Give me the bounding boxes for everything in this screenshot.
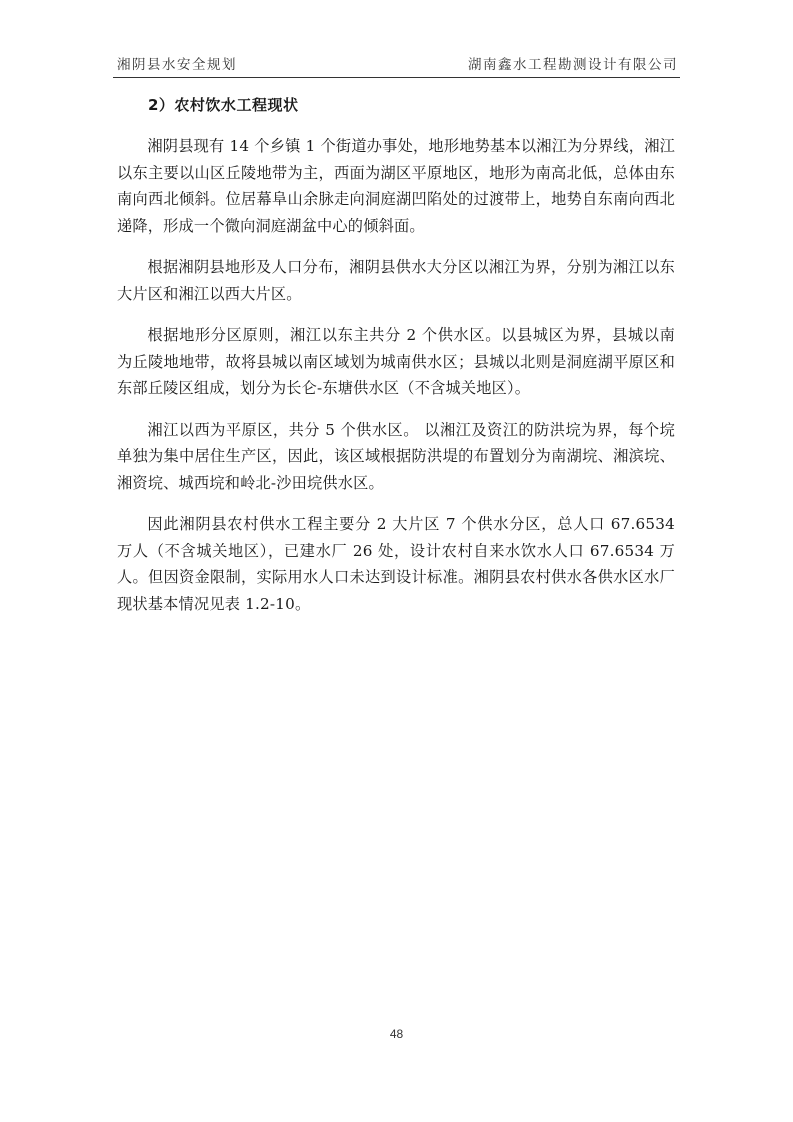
paragraph-summary: 因此湘阴县农村供水工程主要分 2 大片区 7 个供水分区，总人口 67.6534 万人（不含城关地区），已建水厂 26 处，设计农村自来水饮水人口 67.6534 万人。但因资金限制，实际用水人口未达到设计标准。湘阴县农村供水各供水区水厂现状基本情况见表 1.2-10。	[117, 515, 675, 613]
page-header	[113, 53, 680, 78]
header-document-title: 湘阴县水安全规划	[117, 57, 237, 73]
header-company-name: 湖南鑫水工程勘测设计有限公司	[468, 57, 678, 73]
page-number: 48	[389, 1027, 404, 1041]
body-text	[117, 133, 675, 632]
section-title: 2）农村饮水工程现状	[148, 96, 299, 114]
paragraph-supply-zones: 根据湘阴县地形及人口分布，湘阴县供水大分区以湘江为界，分别为湘江以东大片区和湘江以西大片区。	[117, 258, 675, 303]
paragraph-west-zones: 湘江以西为平原区，共分 5 个供水区。 以湘江及资江的防洪垸为界，每个垸单独为集中居住生产区，因此，该区域根据防洪堤的布置划分为南湖垸、湘滨垸、湘资垸、城西垸和岭北-沙田垸供水区。	[117, 420, 675, 492]
paragraph-east-zones: 根据地形分区原则，湘江以东主共分 2 个供水区。以县城区为界，县城以南为丘陵地地带，故将县城以南区域划为城南供水区；县城以北则是洞庭湖平原区和东部丘陵区组成，划分为长仑-东塘供水区（不含城关地区）。	[117, 326, 675, 397]
paragraph-terrain: 湘阴县现有 14 个乡镇 1 个街道办事处，地形地势基本以湘江为分界线，湘江以东主要以山区丘陵地带为主，西面为湖区平原地区，地形为南高北低，总体由东南向西北倾斜。位居幕阜山余脉走向洞庭湖凹陷处的过渡带上，地势自东南向西北递降，形成一个微向洞庭湖盆中心的倾斜面。	[117, 137, 675, 235]
